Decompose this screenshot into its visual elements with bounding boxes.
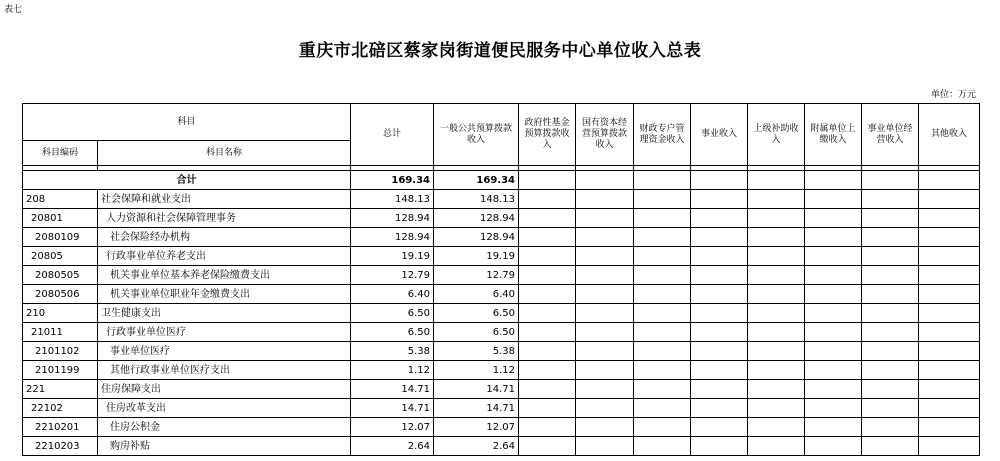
header-superior-subsidy: 上级补助收入	[748, 104, 805, 166]
subject-name-cell: 行政事业单位医疗	[98, 323, 351, 342]
empty-cell	[748, 266, 805, 285]
empty-cell	[748, 399, 805, 418]
table-row	[23, 323, 980, 342]
empty-cell	[634, 247, 691, 266]
empty-cell	[576, 380, 634, 399]
empty-cell	[576, 418, 634, 437]
subject-name-cell: 卫生健康支出	[98, 304, 351, 323]
total-cell: 128.94	[351, 228, 434, 247]
subject-name-cell: 机关事业单位职业年金缴费支出	[98, 285, 351, 304]
subject-code-cell: 20805	[23, 247, 98, 266]
empty-cell	[805, 209, 862, 228]
subject-name-cell: 购房补贴	[98, 437, 351, 456]
general-budget-cell: 12.79	[434, 266, 519, 285]
empty-cell	[634, 266, 691, 285]
subject-name-cell: 机关事业单位基本养老保险缴费支出	[98, 266, 351, 285]
unit-label: 单位：万元	[930, 90, 976, 100]
subject-code-cell: 2080506	[23, 285, 98, 304]
empty-cell	[576, 285, 634, 304]
empty-cell	[805, 418, 862, 437]
header-other-income: 其他收入	[919, 104, 980, 166]
empty-cell	[862, 342, 919, 361]
total-cell: 6.50	[351, 323, 434, 342]
header-subject-code: 科目编码	[23, 141, 98, 166]
empty-cell	[691, 209, 748, 228]
empty-cell	[748, 418, 805, 437]
subject-code-cell: 221	[23, 380, 98, 399]
empty-cell	[862, 266, 919, 285]
general-budget-cell: 1.12	[434, 361, 519, 380]
total-cell: 2.64	[351, 437, 434, 456]
empty-cell	[805, 437, 862, 456]
empty-cell	[919, 247, 980, 266]
empty-cell	[519, 285, 576, 304]
empty-cell	[919, 209, 980, 228]
subject-name-cell: 人力资源和社会保障管理事务	[98, 209, 351, 228]
header-fiscal-account: 财政专户管理资金收入	[634, 104, 691, 166]
subject-code-cell: 2080109	[23, 228, 98, 247]
empty-cell	[805, 228, 862, 247]
empty-cell	[519, 342, 576, 361]
empty-cell	[919, 266, 980, 285]
empty-cell	[576, 190, 634, 209]
empty-cell	[862, 304, 919, 323]
table-row	[23, 190, 980, 209]
header-state-capital: 国有资本经营预算拨款收入	[576, 104, 634, 166]
empty-cell	[862, 285, 919, 304]
total-cell: 1.12	[351, 361, 434, 380]
subject-code-cell: 22102	[23, 399, 98, 418]
page-title: 重庆市北碚区蔡家岗街道便民服务中心单位收入总表	[298, 41, 702, 61]
empty-cell	[862, 247, 919, 266]
empty-cell	[691, 380, 748, 399]
table-row	[23, 342, 980, 361]
general-budget-cell: 6.40	[434, 285, 519, 304]
empty-cell	[691, 361, 748, 380]
empty-cell	[634, 399, 691, 418]
empty-cell	[805, 247, 862, 266]
empty-cell	[919, 285, 980, 304]
empty-cell	[919, 304, 980, 323]
empty-cell	[576, 228, 634, 247]
empty-cell	[576, 399, 634, 418]
table-row	[23, 380, 980, 399]
empty-cell	[919, 228, 980, 247]
empty-cell	[805, 380, 862, 399]
table-row	[23, 437, 980, 456]
empty-cell	[805, 342, 862, 361]
empty-cell	[634, 228, 691, 247]
empty-cell	[805, 361, 862, 380]
table-number: 表七	[4, 5, 23, 15]
empty-cell	[634, 209, 691, 228]
empty-cell	[862, 228, 919, 247]
subject-code-cell: 210	[23, 304, 98, 323]
header-affiliated-income: 附属单位上缴收入	[805, 104, 862, 166]
empty-cell	[691, 190, 748, 209]
empty-cell	[748, 323, 805, 342]
empty-cell	[748, 437, 805, 456]
empty-cell	[862, 209, 919, 228]
empty-cell	[862, 418, 919, 437]
general-budget-cell: 14.71	[434, 399, 519, 418]
total-cell: 14.71	[351, 399, 434, 418]
empty-cell	[862, 380, 919, 399]
general-budget-cell: 12.07	[434, 418, 519, 437]
empty-cell	[634, 361, 691, 380]
empty-cell	[634, 190, 691, 209]
empty-cell	[691, 285, 748, 304]
total-cell: 128.94	[351, 209, 434, 228]
general-budget-cell: 6.50	[434, 304, 519, 323]
subject-name-cell: 行政事业单位养老支出	[98, 247, 351, 266]
empty-cell	[634, 418, 691, 437]
empty-cell	[691, 399, 748, 418]
table-row	[23, 266, 980, 285]
empty-cell	[576, 304, 634, 323]
empty-cell	[576, 266, 634, 285]
empty-cell	[634, 323, 691, 342]
total-row	[23, 171, 980, 190]
general-budget-cell: 14.71	[434, 380, 519, 399]
subject-code-cell: 2101199	[23, 361, 98, 380]
table-row	[23, 247, 980, 266]
empty-cell	[519, 247, 576, 266]
header-row-1	[23, 104, 980, 141]
empty-cell	[862, 190, 919, 209]
empty-cell	[519, 190, 576, 209]
empty-cell	[919, 437, 980, 456]
empty-cell	[862, 323, 919, 342]
empty-cell	[748, 380, 805, 399]
header-subject: 科目	[23, 104, 351, 141]
empty-cell	[691, 228, 748, 247]
empty-cell	[919, 323, 980, 342]
subject-name-cell: 其他行政事业单位医疗支出	[98, 361, 351, 380]
subject-code-cell: 20801	[23, 209, 98, 228]
empty-cell	[805, 285, 862, 304]
table-row	[23, 418, 980, 437]
empty-cell	[919, 361, 980, 380]
header-operating-income: 事业单位经营收入	[862, 104, 919, 166]
empty-cell	[519, 380, 576, 399]
total-cell: 12.07	[351, 418, 434, 437]
empty-cell	[576, 361, 634, 380]
empty-cell	[919, 399, 980, 418]
empty-cell	[519, 323, 576, 342]
empty-cell	[691, 437, 748, 456]
total-value: 169.34	[351, 171, 434, 190]
header-business-income: 事业收入	[691, 104, 748, 166]
subject-code-cell: 2080505	[23, 266, 98, 285]
empty-cell	[634, 437, 691, 456]
header-general-budget: 一般公共预算拨款收入	[434, 104, 519, 166]
general-budget-cell: 6.50	[434, 323, 519, 342]
empty-cell	[748, 361, 805, 380]
subject-name-cell: 住房公积金	[98, 418, 351, 437]
empty-cell	[748, 342, 805, 361]
empty-cell	[519, 209, 576, 228]
empty-cell	[862, 361, 919, 380]
empty-cell	[748, 304, 805, 323]
general-budget-cell: 2.64	[434, 437, 519, 456]
empty-cell	[862, 437, 919, 456]
header-total: 总计	[351, 104, 434, 166]
empty-cell	[634, 380, 691, 399]
header-subject-name: 科目名称	[98, 141, 351, 166]
subject-name-cell: 社会保障和就业支出	[98, 190, 351, 209]
empty-cell	[805, 304, 862, 323]
empty-cell	[805, 190, 862, 209]
empty-cell	[691, 418, 748, 437]
general-budget-cell: 128.94	[434, 209, 519, 228]
subject-code-cell: 2210201	[23, 418, 98, 437]
empty-cell	[748, 285, 805, 304]
empty-cell	[691, 247, 748, 266]
empty-cell	[691, 266, 748, 285]
empty-cell	[576, 323, 634, 342]
header-gov-fund: 政府性基金预算拨款收入	[519, 104, 576, 166]
empty-cell	[919, 190, 980, 209]
empty-cell	[519, 399, 576, 418]
empty-cell	[634, 285, 691, 304]
total-cell: 5.38	[351, 342, 434, 361]
subject-name-cell: 住房改革支出	[98, 399, 351, 418]
total-cell: 6.40	[351, 285, 434, 304]
total-cell: 19.19	[351, 247, 434, 266]
empty-cell	[748, 247, 805, 266]
empty-cell	[576, 342, 634, 361]
total-general-budget: 169.34	[434, 171, 519, 190]
empty-cell	[919, 342, 980, 361]
general-budget-cell: 19.19	[434, 247, 519, 266]
total-cell: 6.50	[351, 304, 434, 323]
subject-code-cell: 2101102	[23, 342, 98, 361]
subject-name-cell: 住房保障支出	[98, 380, 351, 399]
empty-cell	[805, 323, 862, 342]
empty-cell	[805, 399, 862, 418]
general-budget-cell: 5.38	[434, 342, 519, 361]
empty-cell	[576, 247, 634, 266]
empty-cell	[576, 209, 634, 228]
empty-cell	[919, 418, 980, 437]
table-row	[23, 285, 980, 304]
table-row	[23, 209, 980, 228]
empty-cell	[748, 209, 805, 228]
income-summary-table	[22, 103, 980, 456]
table-row	[23, 399, 980, 418]
empty-cell	[519, 361, 576, 380]
empty-cell	[748, 228, 805, 247]
empty-cell	[634, 304, 691, 323]
empty-cell	[862, 399, 919, 418]
empty-cell	[805, 266, 862, 285]
empty-cell	[691, 323, 748, 342]
empty-cell	[634, 342, 691, 361]
subject-name-cell: 事业单位医疗	[98, 342, 351, 361]
table-row	[23, 228, 980, 247]
subject-code-cell: 21011	[23, 323, 98, 342]
empty-cell	[519, 418, 576, 437]
empty-cell	[519, 266, 576, 285]
empty-cell	[919, 380, 980, 399]
subject-code-cell: 208	[23, 190, 98, 209]
table-row	[23, 361, 980, 380]
general-budget-cell: 148.13	[434, 190, 519, 209]
total-cell: 12.79	[351, 266, 434, 285]
total-cell: 148.13	[351, 190, 434, 209]
empty-cell	[519, 304, 576, 323]
empty-cell	[748, 190, 805, 209]
subject-code-cell: 2210203	[23, 437, 98, 456]
table-row	[23, 304, 980, 323]
general-budget-cell: 128.94	[434, 228, 519, 247]
empty-cell	[576, 437, 634, 456]
subject-name-cell: 社会保险经办机构	[98, 228, 351, 247]
empty-cell	[519, 437, 576, 456]
empty-cell	[691, 304, 748, 323]
empty-cell	[691, 342, 748, 361]
empty-cell	[519, 228, 576, 247]
total-label: 合计	[23, 171, 351, 190]
total-cell: 14.71	[351, 380, 434, 399]
